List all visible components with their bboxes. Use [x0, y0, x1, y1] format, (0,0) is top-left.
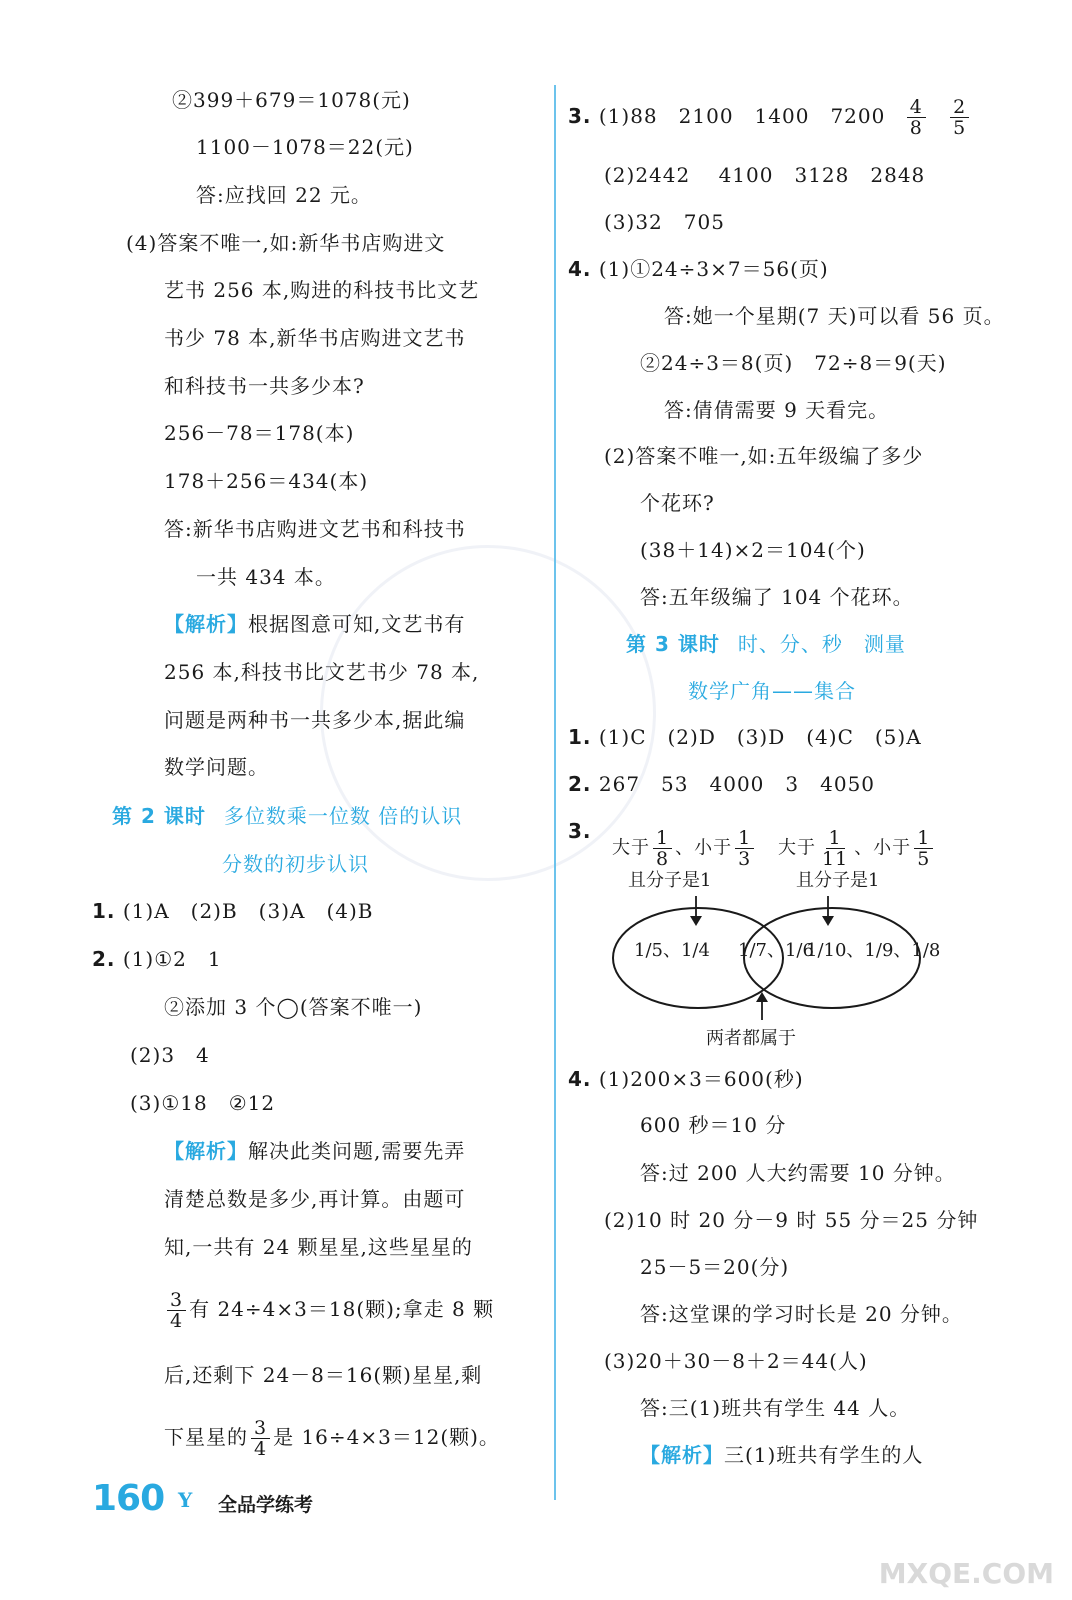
section-subtitle-2: 分数的初步认识: [222, 852, 369, 876]
arrow-right-head: [822, 916, 834, 926]
brand-icon: Y: [178, 1488, 193, 1512]
text-line: 艺书 256 本,购进的科技书比文艺: [164, 278, 480, 302]
text-line: (3)①18 ②12: [130, 1091, 276, 1115]
question-number: 2.: [92, 947, 116, 971]
question-number: 1.: [92, 899, 116, 923]
text-line: 答:应找回 22 元。: [196, 183, 372, 207]
fraction: $\frac{2}{5}$: [950, 97, 969, 138]
venn-left-values: 1/5、1/4: [634, 940, 710, 961]
venn-sublabel-left: 且分子是1: [628, 870, 712, 891]
text-line: 个花环?: [640, 491, 715, 515]
analysis-tag: 【解析】: [164, 1139, 248, 1163]
text-line: 答:五年级编了 104 个花环。: [640, 585, 914, 609]
fraction: $\frac{1}{3}$: [735, 828, 754, 869]
text-line: 答:三(1)班共有学生 44 人。: [640, 1396, 911, 1420]
text-line: ②399＋679＝1078(元): [172, 88, 411, 112]
analysis-tag: 【解析】: [164, 612, 248, 636]
text-line: (3)20＋30－8＋2＝44(人): [604, 1349, 868, 1373]
venn-criteria-right: 大于 $\frac{1}{11}$ 、小于 $\frac{1}{5}$: [778, 828, 936, 869]
text-line: (4)答案不唯一,如:新华书店购进文: [126, 231, 446, 255]
text-line: 25－5＝20(分): [640, 1255, 790, 1279]
analysis-line: [164, 1136, 465, 1166]
text-line: 1100－1078＝22(元): [196, 135, 414, 159]
venn-diagram: [610, 860, 940, 1060]
venn-sublabel-right: 且分子是1: [796, 870, 880, 891]
text-line: 书少 78 本,新华书店购进文艺书: [164, 326, 466, 350]
text-line: (2)3 4: [130, 1043, 210, 1067]
section-heading-2: [112, 801, 462, 831]
question-number: 4.: [568, 1067, 592, 1091]
text-line: (3)32 705: [604, 210, 725, 234]
text-line: 256 本,科技书比文艺书少 78 本,: [164, 660, 480, 684]
venn-right-values: 1/10、1/9、1/8: [806, 940, 941, 961]
analysis-text: 三(1)班共有学生的人: [724, 1443, 924, 1467]
venn-overlap-values: 1/7、1/6: [738, 940, 814, 961]
section-label: 第 2 课时: [112, 804, 206, 828]
text-line: (38＋14)×2＝104(个): [640, 538, 866, 562]
fraction: $\frac{1}{8}$: [653, 828, 672, 869]
question-4: 4. (1)200×3＝600(秒): [568, 1067, 804, 1091]
text-line: 数学问题。: [164, 755, 269, 779]
text-line: 有 24÷4×3＝18(颗);拿走 8 颗: [189, 1297, 495, 1321]
question-2: 2. 267 53 4000 3 4050: [568, 772, 876, 796]
question-number: 3.: [568, 104, 592, 128]
question-2: [92, 944, 222, 974]
text-line: (2)答案不唯一,如:五年级编了多少: [604, 444, 924, 468]
question-3: 3. (1)88 2100 1400 7200 $\frac{4}{8}$ $\frac{2}{5}$: [568, 97, 972, 138]
fraction-line: [164, 1290, 494, 1331]
text-line: 600 秒＝10 分: [640, 1113, 787, 1137]
text-line: 178＋256＝434(本): [164, 469, 369, 493]
analysis-line: [164, 609, 465, 639]
question-4: 4. (1)①24÷3×7＝56(页): [568, 257, 829, 281]
section-subtitle-3: 数学广角——集合: [688, 679, 856, 703]
text-line: 答:这堂课的学习时长是 20 分钟。: [640, 1302, 963, 1326]
question-number: 2.: [568, 772, 592, 796]
text-line: (2)10 时 20 分－9 时 55 分＝25 分钟: [604, 1208, 979, 1232]
analysis-tag: 【解析】: [640, 1443, 724, 1467]
text-line: ②添加 3 个◯(答案不唯一): [164, 995, 423, 1019]
text-line: (2)2442 4100 3128 2848: [604, 163, 926, 187]
fraction: $\frac{3}{4}$: [251, 1418, 270, 1459]
text-line: 知,一共有 24 颗星星,这些星星的: [164, 1235, 473, 1259]
fraction: $\frac{1}{11}$: [822, 827, 849, 870]
question-1: [92, 896, 373, 926]
text-line: 答:倩倩需要 9 天看完。: [664, 398, 890, 422]
analysis-text: 解决此类问题,需要先弄: [248, 1139, 466, 1163]
section-label: 第 3 课时: [626, 632, 720, 656]
brand-title: 全品学练考: [218, 1494, 314, 1516]
fraction-line: 下星星的 $\frac{3}{4}$ 是 16÷4×3＝12(颗)。: [164, 1417, 500, 1460]
fraction: $\frac{1}{5}$: [914, 828, 933, 869]
page-number: 160: [92, 1478, 165, 1519]
analysis-line: [640, 1440, 923, 1470]
section-title: 多位数乘一位数 倍的认识: [223, 804, 463, 828]
venn-bottom-label: 两者都属于: [706, 1028, 796, 1049]
text-line: ②24÷3＝8(页) 72÷8＝9(天): [640, 351, 947, 375]
text-line: 答:她一个星期(7 天)可以看 56 页。: [664, 304, 1005, 328]
text-line: 问题是两种书一共多少本,据此编: [164, 708, 466, 732]
text-line: 后,还剩下 24－8＝16(颗)星星,剩: [164, 1363, 483, 1387]
question-text: (1)①2 1: [122, 947, 222, 971]
venn-criteria-left: 大于 $\frac{1}{8}$ 、小于 $\frac{1}{3}$: [612, 828, 757, 869]
text-line: 答:新华书店购进文艺书和科技书: [164, 517, 466, 541]
arrow-left-head: [690, 916, 702, 926]
text-line: 256－78＝178(本): [164, 421, 355, 445]
question-number: 3.: [568, 819, 592, 843]
text-line: 一共 434 本。: [196, 565, 336, 589]
question-number: 4.: [568, 257, 592, 281]
question-text: (1)A (2)B (3)A (4)B: [122, 899, 374, 923]
section-title: 时、分、秒 测量: [737, 632, 906, 656]
text-line: 清楚总数是多少,再计算。由题可: [164, 1187, 466, 1211]
text-line: 和科技书一共多少本?: [164, 374, 365, 398]
question-1: 1. (1)C (2)D (3)D (4)C (5)A: [568, 725, 922, 749]
corner-watermark: MXQE.COM: [878, 1557, 1054, 1590]
column-divider: [554, 85, 556, 1500]
fraction: $\frac{4}{8}$: [907, 97, 926, 138]
question-number: 1.: [568, 725, 592, 749]
analysis-text: 根据图意可知,文艺书有: [248, 612, 466, 636]
section-heading-3: [626, 629, 906, 659]
text-line: 答:过 200 人大约需要 10 分钟。: [640, 1161, 956, 1185]
fraction: $\frac{3}{4}$: [167, 1290, 186, 1331]
